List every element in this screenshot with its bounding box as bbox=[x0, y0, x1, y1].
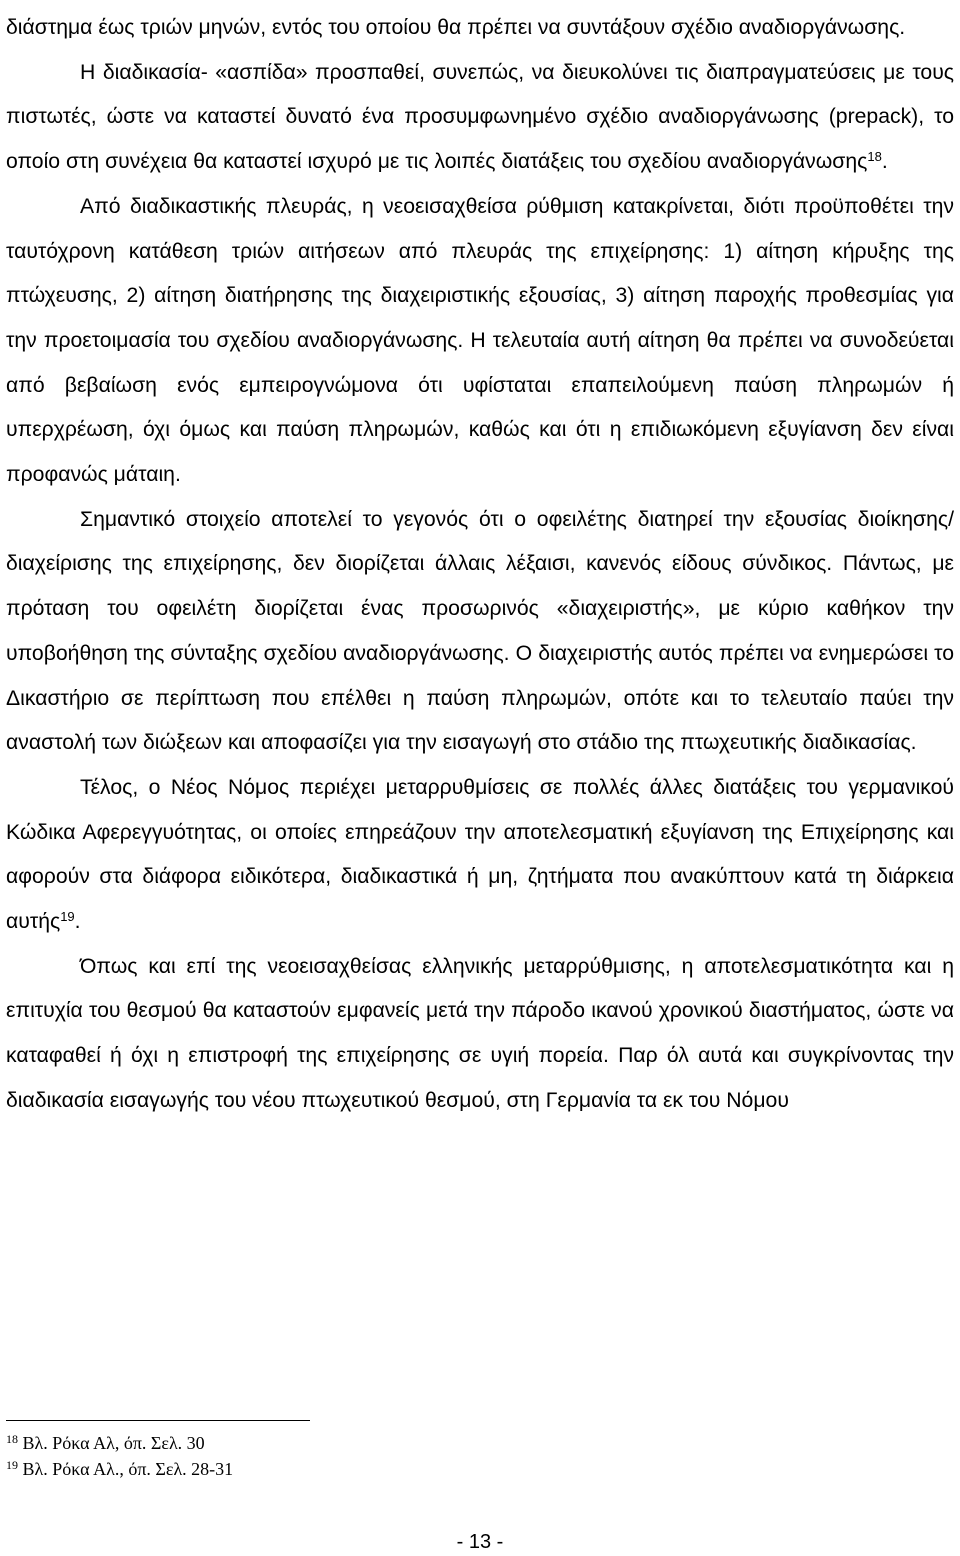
paragraph bbox=[6, 51, 954, 185]
paragraph bbox=[6, 185, 954, 498]
footnote-reference: 18 bbox=[867, 148, 882, 164]
paragraph-text: Η διαδικασία- «ασπίδα» προσπαθεί, συνεπώς, να διευκολύνει τις διαπραγματεύσεις με τους πιστωτές, ώστε να καταστεί δυνατό ένα προσυμφωνημένο σχέδιο αναδιοργάνωσης (prepack), το οποίο στη συνέχεια θα καταστεί ισχυρό με τις λοιπές διατάξεις του σχεδίου αναδιοργάνωσης bbox=[6, 60, 954, 174]
footnote-number: 19 bbox=[6, 1458, 18, 1472]
paragraph bbox=[6, 498, 954, 766]
footnote-divider bbox=[6, 1420, 310, 1421]
paragraph bbox=[6, 766, 954, 945]
paragraph bbox=[6, 6, 954, 51]
page-number: - 13 - bbox=[456, 1531, 504, 1553]
paragraph-text: . bbox=[74, 910, 81, 934]
paragraph-text: Σημαντικό στοιχείο αποτελεί το γεγονός ότι ο οφειλέτης διατηρεί την εξουσίας διοίκησης/ διαχείρισης της επιχείρησης, δεν διορίζεται άλλαις λέξαισι, κανενός είδους σύνδικος. Πάντως, με πρόταση του οφειλέτη διορίζεται ένας προσωρινός «διαχειριστής», με κύριο καθήκον την υποβοήθηση της σύνταξης σχεδίου αναδιοργάνωσης. Ο διαχειριστής αυτός πρέπει να ενημερώσει το Δικαστήριο σε περίπτωση που επέλθει η παύση πληρωμών, οπότε και το τελευταίο παύει την αναστολή των διώξεων και αποφασίζει για την εισαγωγή στο στάδιο της πτωχευτικής διαδικασίας. bbox=[6, 507, 954, 755]
body-text bbox=[6, 6, 954, 1124]
footnote bbox=[6, 1456, 233, 1482]
paragraph bbox=[6, 945, 954, 1124]
paragraph-text: διάστημα έως τριών μηνών, εντός του οποίου θα πρέπει να συντάξουν σχέδιο αναδιοργάνωσης. bbox=[6, 16, 906, 39]
footnote-text: Βλ. Ρόκα Αλ, όπ. Σελ. 30 bbox=[22, 1433, 205, 1453]
paragraph-text: Όπως και επί της νεοεισαχθείσας ελληνικής μεταρρύθμισης, η αποτελεσματικότητα και η επιτυχία του θεσμού θα καταστούν εμφανείς μετά την πάροδο ικανού χρονικού διαστήματος, ώστε να καταφαθεί ή όχι η επιστροφή της επιχείρησης σε υγιή πορεία. Παρ όλ αυτά και συγκρίνοντας την διαδικασία εισαγωγής του νέου πτωχευτικού θεσμού, στη Γερμανία τα εκ του Νόμου bbox=[6, 954, 954, 1112]
paragraph-text: Από διαδικαστικής πλευράς, η νεοεισαχθείσα ρύθμιση κατακρίνεται, διότι προϋποθέτει την ταυτόχρονη κατάθεση τριών αιτήσεων από πλευράς της επιχείρησης: 1) αίτηση κήρυξης της πτώχευσης, 2) αίτηση διατήρησης της διαχειριστικής εξουσίας, 3) αίτηση παροχής προθεσμίας για την προετοιμασία του σχεδίου αναδιοργάνωσης. Η τελευταία αυτή αίτηση θα πρέπει να συνοδεύεται από βεβαίωση ενός εμπειρογνώμονα ότι υφίσταται επαπειλούμενη παύση πληρωμών ή υπερχρέωση, όχι όμως και παύση πληρωμών, καθώς και ότι η επιδιωκόμενη εξυγίανση δεν είναι προφανώς μάταιη. bbox=[6, 194, 954, 487]
footnote-reference: 19 bbox=[60, 908, 75, 924]
paragraph-text: Τέλος, ο Νέος Νόμος περιέχει μεταρρυθμίσεις σε πολλές άλλες διατάξεις του γερμανικού Κώδικα Αφερεγγυότητας, οι οποίες επηρεάζουν την αποτελεσματική εξυγίανση της Επιχείρησης και αφορούν στα διάφορα ειδικότερα, διαδικαστικά ή μη, ζητήματα που ανακύπτουν κατά τη διάρκεια αυτής bbox=[6, 775, 954, 934]
paragraph-text: . bbox=[881, 150, 888, 174]
footnote-number: 18 bbox=[6, 1432, 18, 1446]
footnote bbox=[6, 1430, 233, 1456]
footnotes bbox=[6, 1430, 233, 1482]
footnote-text: Βλ. Ρόκα Αλ., όπ. Σελ. 28-31 bbox=[22, 1459, 234, 1479]
